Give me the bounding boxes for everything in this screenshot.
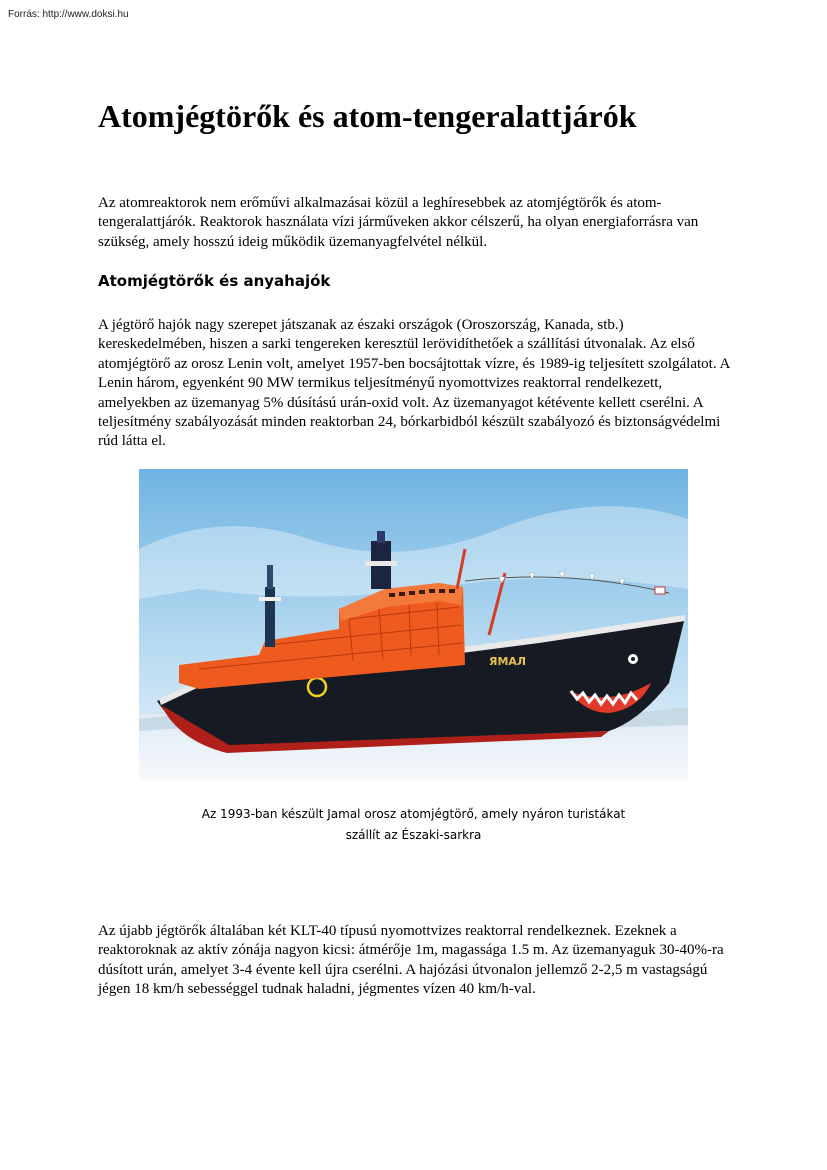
icebreaker-photo bbox=[139, 469, 688, 780]
caption-line-1: Az 1993-ban készült Jamal orosz atomjégtörő, amely nyáron turistákat bbox=[201, 807, 626, 821]
page-title: Atomjégtörők és atom-tengeralattjárók bbox=[98, 98, 637, 134]
ship-name: ЯМАЛ bbox=[489, 655, 527, 668]
final-paragraph: Az újabb jégtörők általában két KLT-40 típusú nyomottvizes reaktorral rendelkeznek. Ezeknek a reaktoroknak az aktív zónája nagyon kicsi: átmérője 1m, magassága 1.5 m. Az üzemanyaguk 30-40%-ra dúsított urán, amelyet 3-4 évente kell újra cserélni. A hajózási útvonalon jellemző 2-2,5 m vastagságú jégen 18 km/h sebességgel tudnak haladni, jégmentes vízen 40 km/h-val. bbox=[98, 923, 724, 998]
section-paragraph: A jégtörő hajók nagy szerepet játszanak az északi országok (Oroszország, Kanada, stb.) kereskedelmében, hiszen a sarki tengereken keresztül lerövidíthetőek a szállítási útvonalak. Az első atomjégtörő az orosz Lenin volt, amelyet 1957-ben bocsájtottak vízre, és 1989-ig teljesített szolgálatot. A Lenin három, egyenként 90 MW termikus teljesítményű nyomottvizes reaktorral rendelkezett, amelyekben az üzemanyag 5% dúsítású urán-oxid volt. Az üzemanyagot kétévente kellett cserélni. A teljesítmény szabályozását minden reaktorban 24, bórkarbidból készült szabályozó és biztonságvédelmi rúd látta el. bbox=[98, 317, 730, 450]
figure-caption bbox=[150, 804, 677, 846]
section-heading: Atomjégtörők és anyahajók bbox=[98, 272, 331, 290]
intro-paragraph: Az atomreaktorok nem erőművi alkalmazásai közül a leghíresebbek az atomjégtörők és atom-tengeralattjárók. Reaktorok használata vízi járműveken akkor célszerű, ha olyan energiaforrásra van szükség, amely hosszú ideig működik üzemanyagfelvétel nélkül. bbox=[98, 195, 699, 250]
caption-line-2: szállít az Északi-sarkra bbox=[345, 828, 482, 842]
source-line: Forrás: http://www.doksi.hu bbox=[8, 9, 129, 20]
